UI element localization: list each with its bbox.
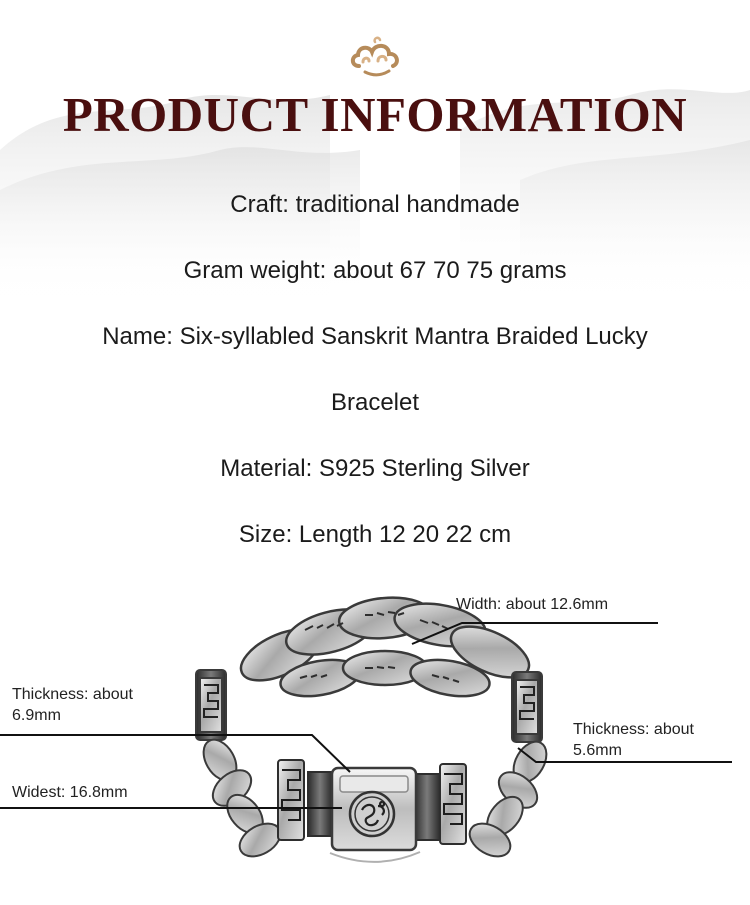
widest-label: Widest: 16.8mm: [12, 784, 128, 801]
spec-material: Material: S925 Sterling Silver: [220, 455, 530, 482]
spec-size: Size: Length 12 20 22 cm: [238, 521, 512, 548]
spec-gram-weight: Gram weight: about 67 70 75 grams: [183, 257, 567, 284]
thickness-right-label-line1: Thickness: about: [573, 721, 694, 738]
spec-craft: Craft: traditional handmade: [230, 191, 520, 218]
thickness-left-label-line2: 6.9mm: [12, 707, 61, 724]
thickness-right-label-line2: 5.6mm: [573, 742, 622, 759]
spec-name: Name: Six-syllabled Sanskrit Mantra Braided Lucky: [102, 323, 648, 350]
thickness-left-label: [12, 684, 133, 726]
auspicious-cloud-icon: [345, 36, 405, 82]
page-title: PRODUCT INFORMATION: [62, 87, 688, 142]
thickness-right-label: [573, 719, 694, 761]
spec-name-continued: Bracelet: [330, 389, 420, 416]
thickness-left-label-line1: Thickness: about: [12, 686, 133, 703]
width-label: Width: about 12.6mm: [456, 596, 609, 613]
